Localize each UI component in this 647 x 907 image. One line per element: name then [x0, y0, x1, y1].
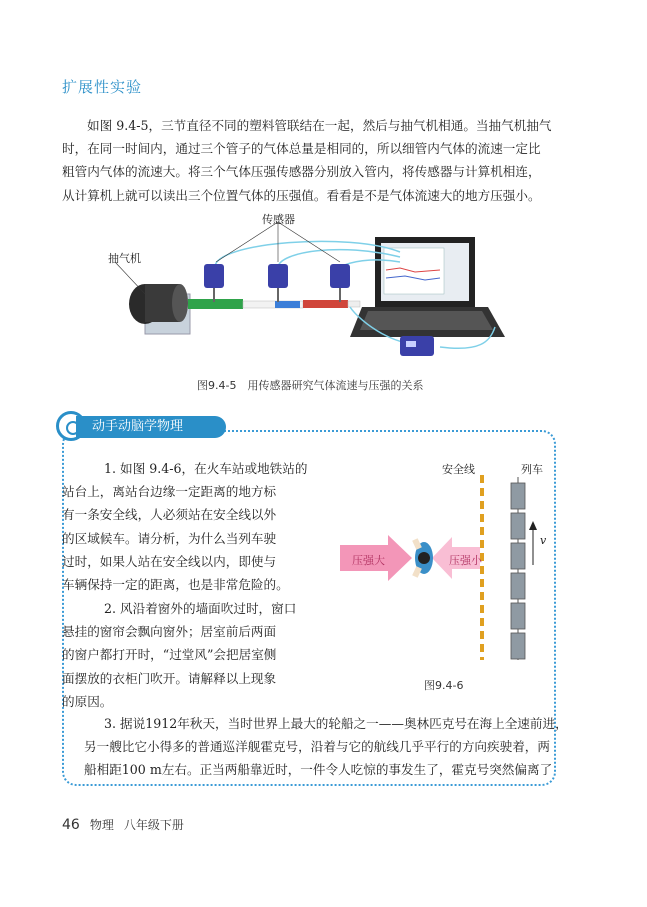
intro-line: 粗管内气体的流速大。将三个气体压强传感器分别放入管内，将传感器与计算机相连，: [62, 164, 541, 180]
activity-header: [56, 411, 216, 441]
question-2: [62, 597, 334, 713]
page-number: 46: [62, 817, 80, 833]
question-line: 的窗户都打开时，“过堂风”会把居室侧: [62, 647, 277, 663]
question-line: 面摆放的衣柜门吹开。请解释以上现象: [62, 670, 277, 686]
pump-icon: [129, 284, 190, 334]
intro-line: 如图 9.4-5，三节直径不同的塑料管联结在一起，然后与抽气机相通。当抽气机抽气: [87, 118, 552, 133]
person-icon: [412, 538, 433, 578]
label-high-pressure: 压强大: [352, 554, 385, 567]
section-title: 扩展性实验: [62, 78, 143, 96]
question-line: 悬挂的窗帘会飘向窗外；居室前后两面: [62, 624, 277, 640]
question-3: [84, 712, 568, 782]
tube-green: [188, 299, 243, 309]
figure-9-4-5-illustration: [100, 212, 540, 372]
question-line: 车辆保持一定的距离，也是非常危险的。: [62, 577, 289, 593]
question-line: 的区域候车。请分析，为什么当列车驶: [62, 530, 277, 546]
grade-label: 八年级下册: [123, 818, 184, 832]
tube-red: [303, 300, 348, 308]
label-train: 列车: [521, 463, 543, 476]
figure-caption: 图9.4-5 用传感器研究气体流速与压强的关系: [197, 379, 424, 392]
train-car: [511, 573, 525, 599]
question-line: 船相距100 m左右。正当两船靠近时，一件令人吃惊的事发生了，霍克号突然偏离了: [84, 762, 553, 778]
question-line: 2. 风沿着窗外的墙面吹过时，窗口: [104, 601, 297, 616]
label-velocity: v: [540, 534, 547, 547]
velocity-arrow-icon: [529, 521, 537, 565]
page-footer: [62, 816, 184, 833]
data-collector-icon: [400, 336, 434, 356]
question-line: 站台上，离站台边缘一定距离的地方标: [62, 484, 277, 500]
sensor-icon: [204, 264, 224, 302]
train-car: [511, 603, 525, 629]
figure-caption: 图9.4-6: [424, 679, 464, 692]
intro-line: 从计算机上就可以读出三个位置气体的压强值。看看是不是气体流速大的地方压强小。: [62, 187, 541, 203]
train-car: [511, 513, 525, 539]
question-line: 1. 如图 9.4-6，在火车站或地铁站的: [104, 461, 308, 476]
intro-paragraph: [62, 114, 592, 207]
question-line: 的原因。: [62, 693, 113, 709]
label-safety-line: 安全线: [442, 463, 475, 476]
book-title: 物理: [89, 818, 114, 832]
train-car: [511, 543, 525, 569]
tube-end: [348, 301, 360, 307]
sensor-icon: [330, 264, 350, 302]
activity-title: 动手动脑学物理: [76, 416, 226, 438]
label-low-pressure: 压强小: [449, 554, 482, 567]
question-line: 过时，如果人站在安全线以内，即使与: [62, 553, 277, 569]
label-pump: 抽气机: [108, 252, 141, 265]
question-1: [62, 457, 334, 596]
train-car: [511, 633, 525, 659]
question-line: 另一艘比它小得多的普通巡洋舰霍克号，沿着与它的航线几乎平行的方向疾驶着，两: [84, 739, 550, 755]
question-line: 3. 据说1912年秋天，当时世界上最大的轮船之一——奥林匹克号在海上全速前进，: [104, 716, 568, 731]
question-line: 有一条安全线，人必须站在安全线以外: [62, 507, 277, 523]
tube-blue: [275, 301, 300, 308]
label-sensor: 传感器: [262, 213, 295, 226]
sensor-icon: [268, 264, 288, 302]
train-car: [511, 483, 525, 509]
intro-line: 时，在同一时间内，通过三个管子的气体总量是相同的，所以细管内气体的流速一定比: [62, 141, 541, 157]
